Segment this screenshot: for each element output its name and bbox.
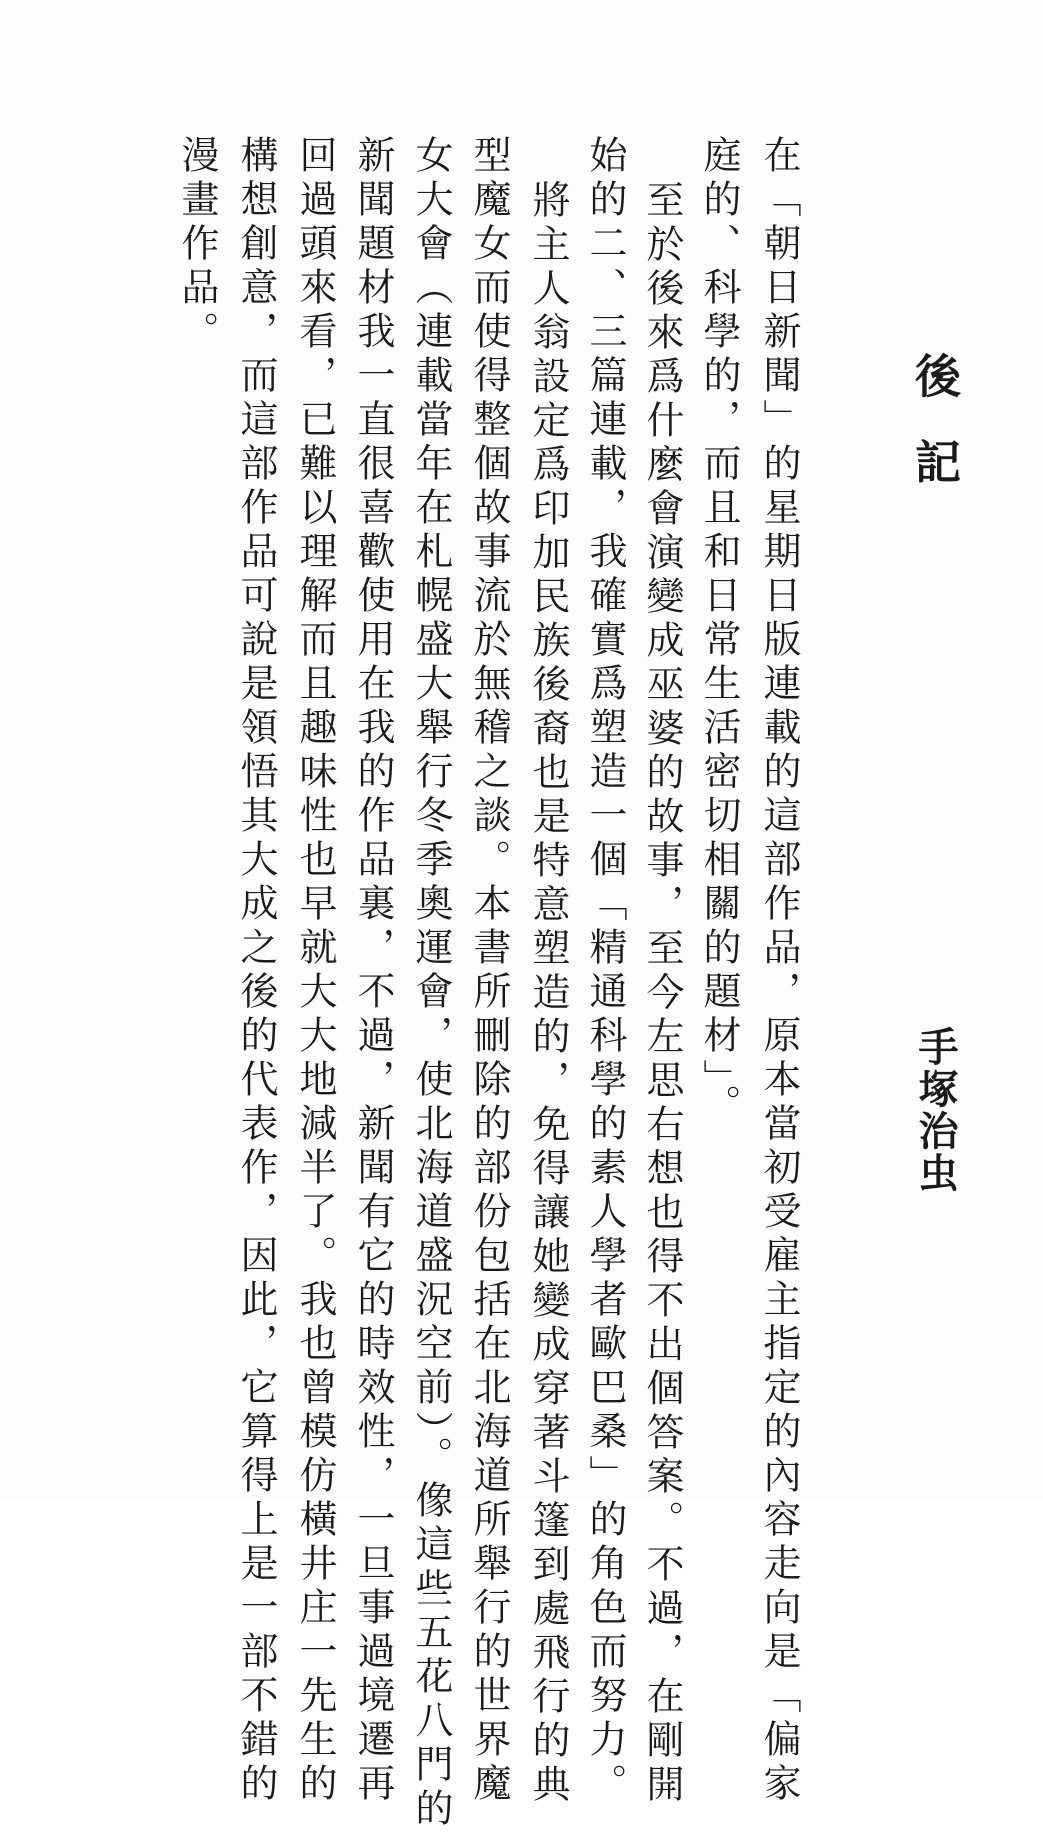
body-line-4: 始的二、三篇連載，我確實爲塑造一個「精通科學的素人學者歐巴桑」的角色而努力。: [583, 135, 627, 1807]
page-title: 後記: [908, 352, 962, 524]
author-name: 手塚治虫: [912, 1026, 958, 1194]
body-line-3: 至於後來爲什麼會演變成巫婆的故事，至今左思右想也得不出個答案。不過，在剛開: [640, 180, 684, 1808]
body-line-7: 女大會（連載當年在札幌盛大舉行冬季奧運會，使北海道盛況空前）。像這些五花八門的: [409, 135, 453, 1832]
body-line-11: 漫畫作品。: [175, 135, 219, 355]
body-line-10: 構想創意，而這部作品可說是領悟其大成之後的代表作，因此，它算得上是一部不錯的: [234, 135, 278, 1807]
body-line-2: 庭的、科學的，而且和日常生活密切相關的題材」。: [697, 135, 741, 1128]
body-line-5: 將主人翁設定爲印加民族後裔也是特意塑造的，免得讓她變成穿著斗篷到處飛行的典: [526, 180, 570, 1808]
body-line-9: 回過頭來看，已難以理解而且趣味性也早就大大地減半了。我也曾模仿橫井庄一先生的: [293, 135, 337, 1807]
body-line-6: 型魔女而使得整個故事流於無稽之談。本書所刪除的部份包括在北海道所舉行的世界魔: [467, 135, 511, 1807]
body-line-8: 新聞題材我一直很喜歡使用在我的作品裏，不過，新聞有它的時效性，一旦事過境遷再: [351, 135, 395, 1807]
body-line-1: 在「朝日新聞」的星期日版連載的這部作品，原本當初受雇主指定的內容走向是「偏家: [757, 135, 801, 1807]
